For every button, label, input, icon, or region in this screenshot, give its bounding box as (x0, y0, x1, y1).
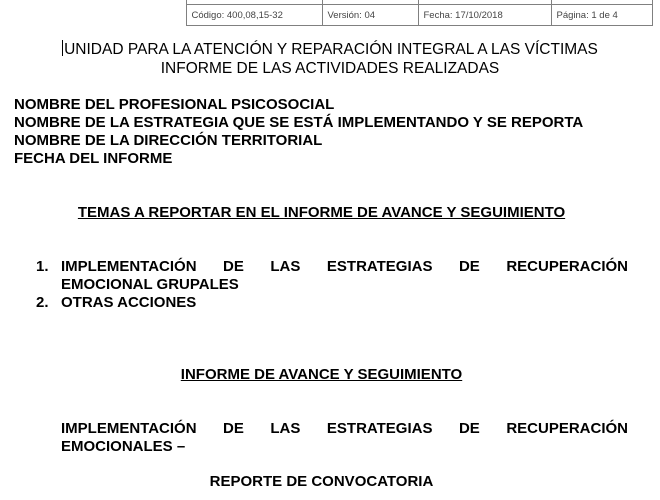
list-item (36, 294, 628, 312)
call-report-heading: REPORTE DE CONVOCATORIA (209, 473, 434, 490)
list-number: 2. (36, 294, 49, 311)
list-item-text-line-2: EMOCIONAL GRUPALES (61, 276, 239, 293)
report-fields (14, 96, 583, 168)
subsection-line-1: IMPLEMENTACIÓN DE LAS ESTRATEGIAS DE RECUPERACIÓN (61, 420, 628, 437)
field-territorial-direction: NOMBRE DE LA DIRECCIÓN TERRITORIAL (14, 132, 323, 149)
header-version: Versión: 04 (322, 5, 418, 26)
field-strategy-name: NOMBRE DE LA ESTRATEGIA QUE SE ESTÁ IMPLEMENTANDO Y SE REPORTA (14, 114, 584, 131)
document-header-table (0, 0, 653, 26)
strategies-subsection (61, 420, 628, 456)
list-item-text: OTRAS ACCIONES (61, 294, 197, 311)
header-date: Fecha: 17/10/2018 (418, 5, 551, 26)
topics-heading: TEMAS A REPORTAR EN EL INFORME DE AVANCE Y SEGUIMIENTO (77, 204, 566, 221)
document-title[interactable] (0, 40, 660, 59)
field-professional-name: NOMBRE DEL PROFESIONAL PSICOSOCIAL (14, 96, 335, 113)
field-report-date: FECHA DEL INFORME (14, 150, 173, 167)
list-item-text-line-1: IMPLEMENTACIÓN DE LAS ESTRATEGIAS DE RECUPERACIÓN (61, 258, 628, 275)
progress-report-heading: INFORME DE AVANCE Y SEGUIMIENTO (180, 366, 463, 383)
text-cursor (62, 40, 63, 56)
list-number: 1. (36, 258, 49, 275)
header-code: Código: 400,08,15-32 (186, 5, 322, 26)
topics-list (36, 258, 628, 312)
document-subtitle: INFORME DE LAS ACTIVIDADES REALIZADAS (160, 60, 500, 77)
list-item (36, 258, 628, 294)
title-line-1: UNIDAD PARA LA ATENCIÓN Y REPARACIÓN INTEGRAL A LAS VÍCTIMAS (64, 41, 598, 58)
subsection-line-2: EMOCIONALES – (61, 438, 186, 455)
header-page: Página: 1 de 4 (551, 5, 652, 26)
